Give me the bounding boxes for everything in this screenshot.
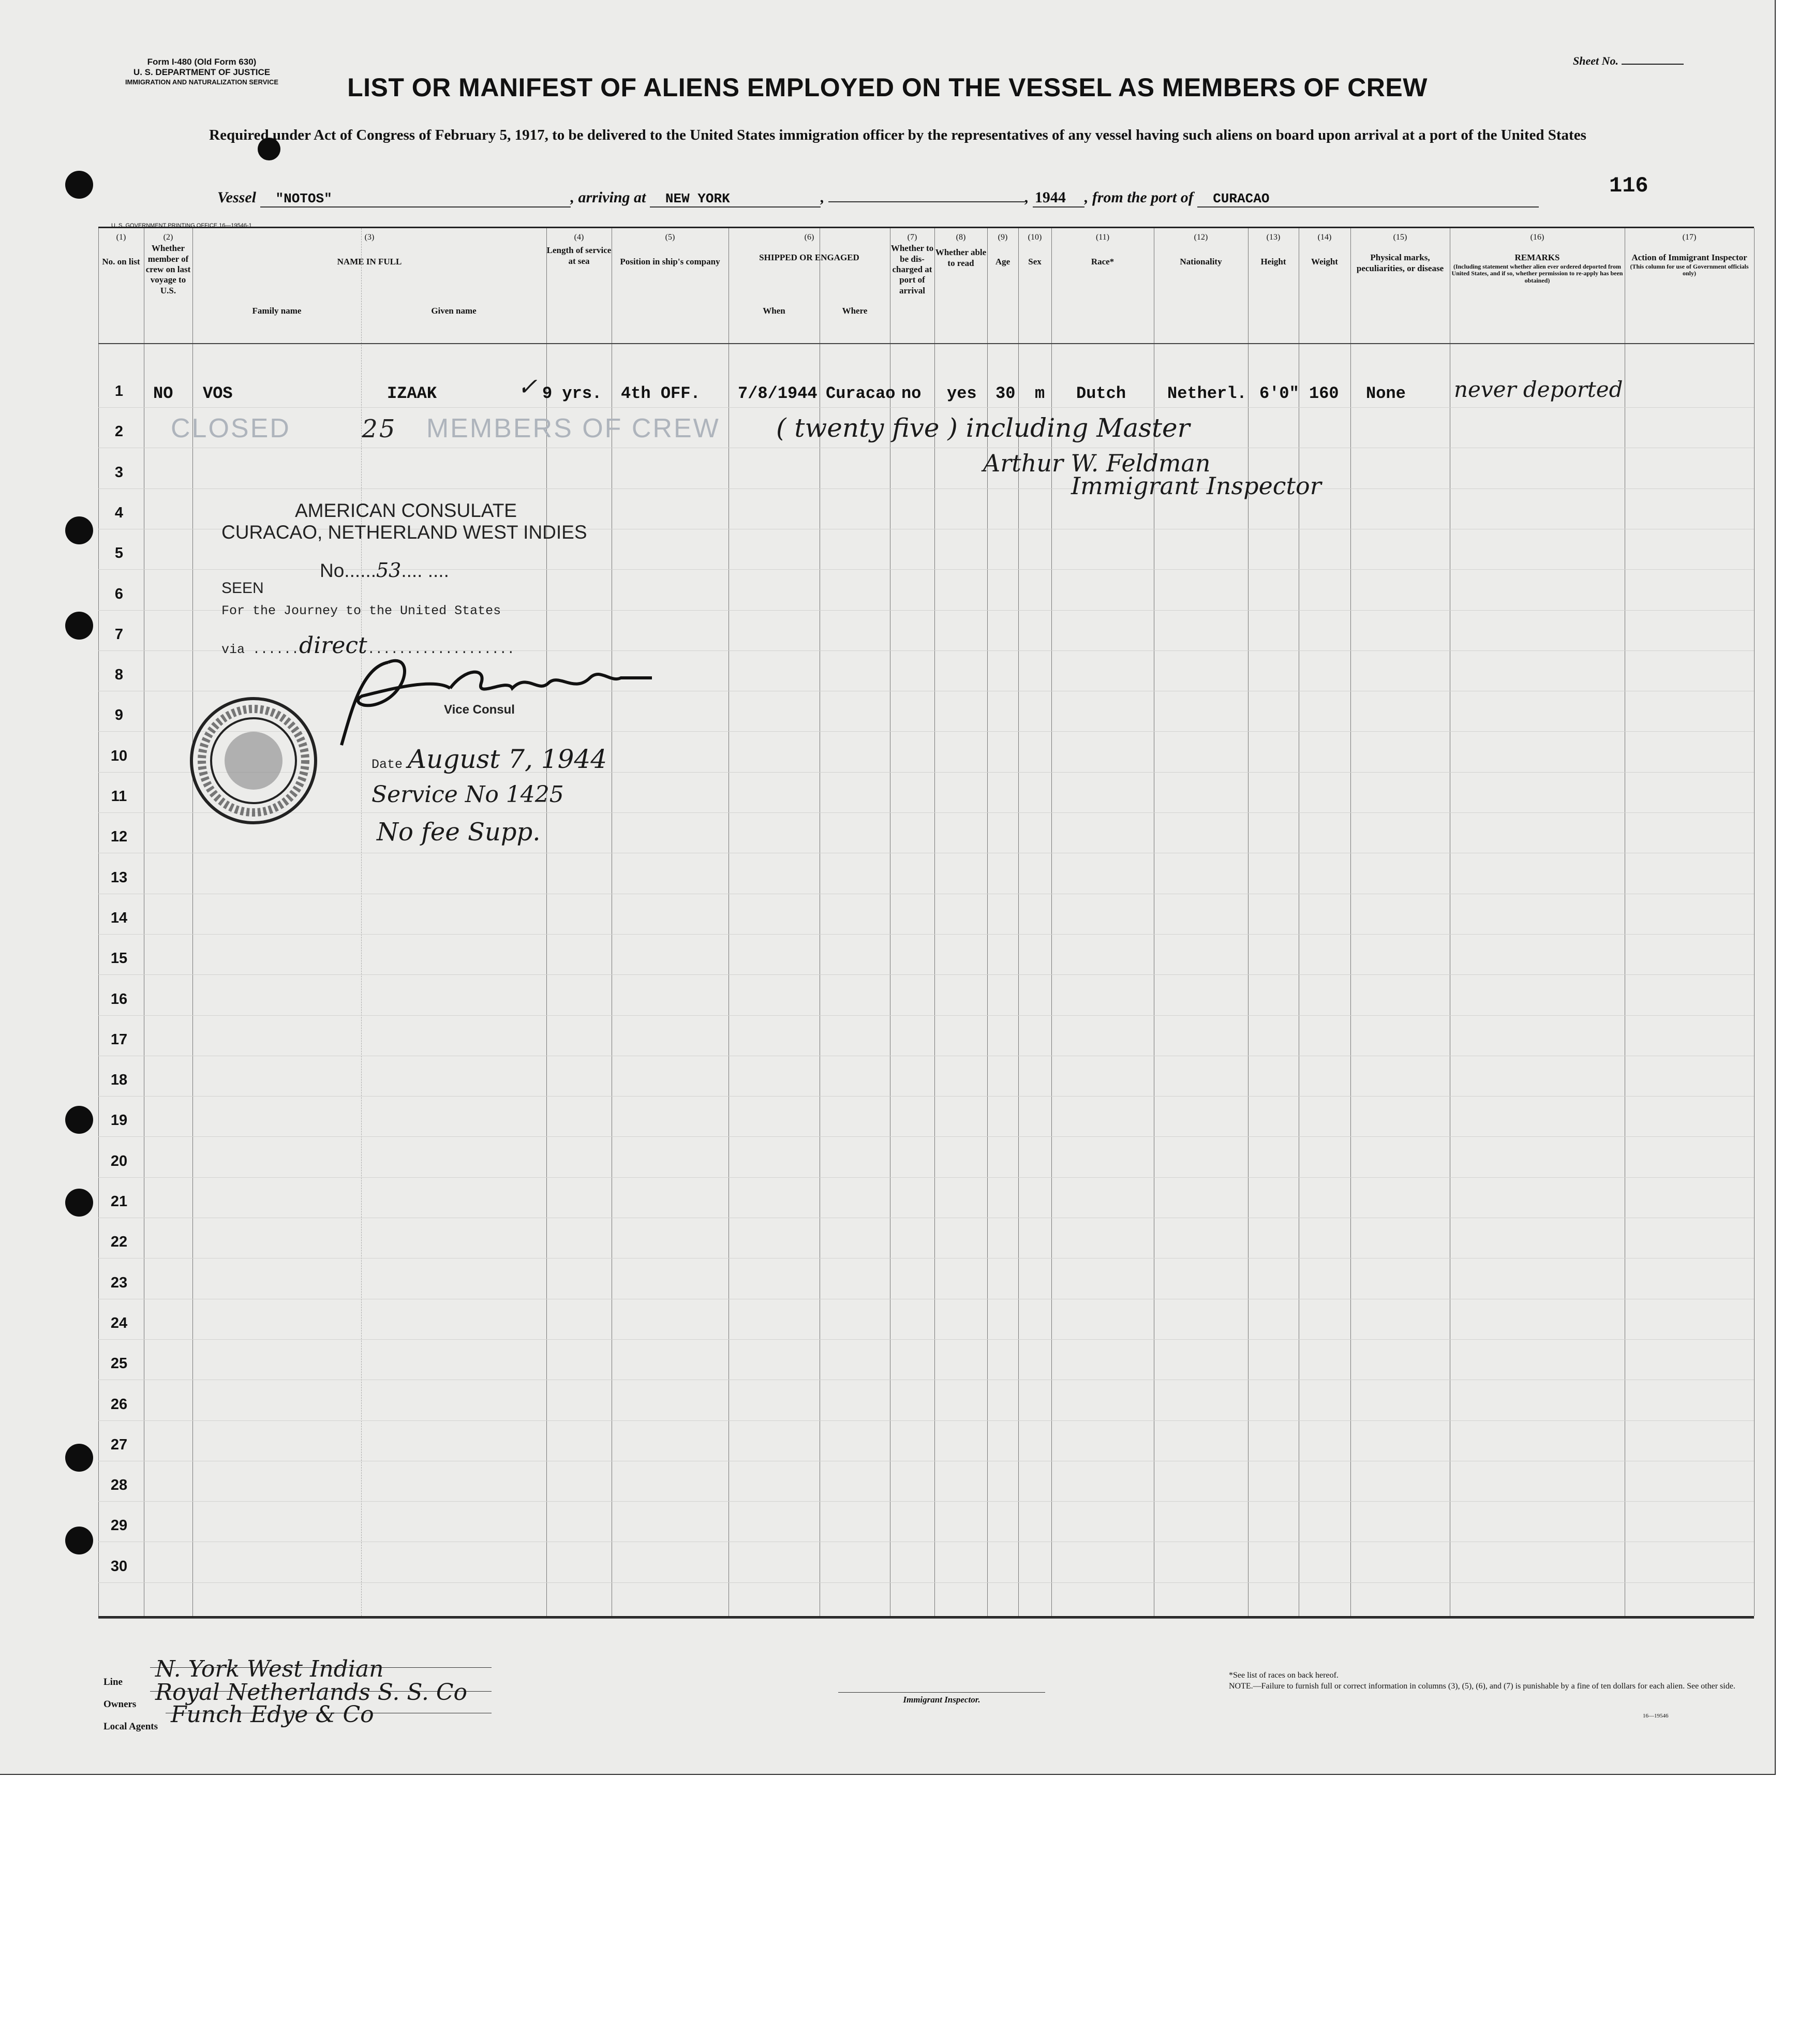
header-able-to-read: (8) Whether able to read xyxy=(935,233,987,268)
row-number: 21 xyxy=(110,1193,128,1210)
row-rule xyxy=(98,1339,1754,1340)
entry-last-voyage: NO xyxy=(153,384,173,403)
row-number: 13 xyxy=(110,869,128,886)
row-number: 27 xyxy=(110,1436,128,1453)
entry-remarks: never deported xyxy=(1454,377,1623,402)
column-divider xyxy=(1350,228,1351,1616)
row-number: 9 xyxy=(114,707,124,724)
consulate-line-2: CURACAO, NETHERLAND WEST INDIES xyxy=(221,522,587,543)
vice-consul-label: Vice Consul xyxy=(444,703,515,717)
inspector-title-handwritten: Immigrant Inspector xyxy=(1071,472,1321,500)
consulate-seal xyxy=(187,694,320,827)
entry-where: Curacao xyxy=(826,384,896,403)
owners-value: Royal Netherlands S. S. Co xyxy=(155,1679,468,1706)
inspector-signature: Arthur W. Feldman xyxy=(983,449,1211,477)
row-number: 12 xyxy=(110,828,128,846)
closed-stamp xyxy=(171,413,720,444)
closed-stamp-label: CLOSED xyxy=(171,413,291,443)
service-number: Service No 1425 xyxy=(371,781,564,808)
row-number: 28 xyxy=(110,1477,128,1494)
consulate-date-value: August 7, 1944 xyxy=(408,744,607,774)
header-length-of-service: (4) Length of service at sea xyxy=(546,233,612,266)
header-age: (9) Age xyxy=(995,233,1010,267)
row-number: 14 xyxy=(110,909,128,926)
entry-physical-marks: None xyxy=(1366,384,1406,403)
row-number: 2 xyxy=(114,423,124,440)
row-rule xyxy=(98,934,1754,935)
row-number: 24 xyxy=(110,1314,128,1331)
row-rule xyxy=(98,407,1754,408)
consulate-no-value: 53 xyxy=(376,559,402,582)
column-divider xyxy=(1248,228,1249,1616)
entry-discharged: no xyxy=(901,384,922,403)
sheet-no-label: Sheet No. xyxy=(1573,54,1618,67)
row-number: 15 xyxy=(110,950,128,967)
form-code: 16—19546 xyxy=(1643,1713,1669,1719)
entry-able-to-read: yes xyxy=(947,384,977,403)
punch-hole xyxy=(65,612,93,640)
row-number: 7 xyxy=(114,626,124,643)
header-shipped-engaged: (6) SHIPPED OR ENGAGED xyxy=(759,233,859,263)
sheet-no-blank xyxy=(1622,64,1684,65)
via-value: direct xyxy=(299,632,367,659)
row-number: 30 xyxy=(110,1558,128,1575)
entry-weight: 160 xyxy=(1309,384,1339,403)
penalty-note: NOTE.—Failure to furnish full or correct information in columns (3), (5), (6), and (7) is punishable by a fine of ten dollars for each alien. See other side. xyxy=(1229,1681,1735,1691)
punch-hole xyxy=(65,171,93,199)
column-divider xyxy=(98,228,99,1616)
agents-value: Funch Edye & Co xyxy=(171,1701,374,1728)
races-note: *See list of races on back hereof. xyxy=(1229,1671,1339,1680)
consul-signature xyxy=(331,647,776,750)
from-port: CURACAO xyxy=(1197,191,1539,208)
printing-office: U. S. GOVERNMENT PRINTING OFFICE 16—19546-1 xyxy=(111,223,252,229)
row-number: 4 xyxy=(114,504,124,521)
row-number: 8 xyxy=(114,666,124,684)
entry-when: 7/8/1944 xyxy=(738,384,818,403)
row-rule xyxy=(98,1096,1754,1097)
entry-given-name: IZAAK xyxy=(387,384,437,403)
header-nationality: (12) Nationality xyxy=(1180,233,1222,267)
row-number: 20 xyxy=(110,1152,128,1169)
punch-hole xyxy=(65,1527,93,1554)
arrival-date-blank xyxy=(828,201,1025,202)
seen-label: SEEN xyxy=(221,580,264,597)
header-name-in-full: (3) NAME IN FULL xyxy=(337,233,402,267)
via-field: via ......direct................... xyxy=(221,632,515,659)
row-rule xyxy=(98,1420,1754,1421)
entry-family-name: VOS xyxy=(203,384,233,403)
closed-count: 25 xyxy=(362,414,397,443)
punch-hole xyxy=(65,1189,93,1217)
footer-rule xyxy=(98,1618,1754,1619)
row-number: 1 xyxy=(114,383,124,399)
row-number: 29 xyxy=(110,1517,128,1534)
sheet-no-field xyxy=(1573,54,1684,68)
owners-label: Owners xyxy=(103,1699,137,1710)
row-rule xyxy=(98,812,1754,813)
entry-position: 4th OFF. xyxy=(621,384,701,403)
entry-height: 6'0" xyxy=(1259,384,1299,403)
header-family-name: Family name xyxy=(252,306,302,316)
header-position: (5) Position in ship's company xyxy=(620,233,720,267)
row-rule xyxy=(98,772,1754,773)
agents-label: Local Agents xyxy=(103,1721,158,1732)
row-number: 18 xyxy=(110,1072,128,1089)
closed-members-text: MEMBERS OF CREW xyxy=(426,413,720,443)
entry-race: Dutch xyxy=(1076,384,1126,403)
row-rule xyxy=(98,974,1754,975)
row-number: 17 xyxy=(110,1031,128,1048)
footnote xyxy=(1229,1670,1751,1692)
vessel-name: "NOTOS" xyxy=(260,191,571,208)
page-subtitle: Required under Act of Congress of February 5, 1917, to be delivered to the United States immigration officer by the representatives of any vessel having such aliens on board upon arrival at a port of the United States xyxy=(209,127,1586,143)
header-rule xyxy=(98,343,1754,344)
header-when: When xyxy=(763,306,785,316)
vessel-label: Vessel xyxy=(217,189,256,206)
header-physical-marks: (15) Physical marks, peculiarities, or disease xyxy=(1356,233,1444,273)
header-race: (11) Race* xyxy=(1091,233,1114,267)
row-number: 22 xyxy=(110,1234,128,1251)
consulate-number: No......53.... .... xyxy=(320,559,449,582)
header-action-of-inspector: (17) Action of Immigrant Inspector (This column for use of Government officials only) xyxy=(1630,233,1749,277)
row-rule xyxy=(98,1501,1754,1502)
row-rule xyxy=(98,1015,1754,1016)
service-name: IMMIGRATION AND NATURALIZATION SERVICE xyxy=(125,78,279,86)
row-number: 26 xyxy=(110,1396,128,1413)
header-height: (13) Height xyxy=(1260,233,1286,267)
punch-hole xyxy=(65,1106,93,1134)
column-divider xyxy=(1754,228,1755,1616)
immigrant-inspector-signature-line: Immigrant Inspector. xyxy=(838,1692,1045,1705)
row-number: 10 xyxy=(110,747,128,764)
row-number: 19 xyxy=(110,1112,128,1129)
entry-sex: m xyxy=(1035,384,1045,403)
punch-hole xyxy=(65,516,93,544)
closed-annotation: ( twenty five ) including Master xyxy=(776,413,1190,443)
row-number: 16 xyxy=(110,990,128,1008)
row-rule xyxy=(98,1136,1754,1137)
vessel-line: Vessel "NOTOS" , arriving at NEW YORK , , 1944 , from the port of CURACAO xyxy=(217,189,1682,208)
header-given-name: Given name xyxy=(431,306,477,316)
row-number: 3 xyxy=(114,464,124,481)
row-number: 23 xyxy=(110,1274,128,1291)
department-name: U. S. DEPARTMENT OF JUSTICE xyxy=(133,67,271,78)
check-mark: ✓ xyxy=(517,373,538,401)
header-where: Where xyxy=(842,306,868,316)
row-number: 11 xyxy=(111,788,127,805)
row-rule xyxy=(98,1177,1754,1178)
page-title: LIST OR MANIFEST OF ALIENS EMPLOYED ON THE VESSEL AS MEMBERS OF CREW xyxy=(347,73,1428,102)
row-rule xyxy=(98,1582,1754,1583)
header-weight: (14) Weight xyxy=(1311,233,1338,267)
line-value: N. York West Indian xyxy=(155,1656,384,1682)
arrival-year: 1944 xyxy=(1033,189,1084,208)
header-sex: (10) Sex xyxy=(1028,233,1042,267)
entry-nationality: Netherl. xyxy=(1167,384,1247,403)
consulate-date xyxy=(371,744,607,774)
arriving-label: , arriving at xyxy=(570,189,646,206)
line-label: Line xyxy=(103,1677,123,1687)
header-discharged: (7) Whether to be dis- charged at port of arrival xyxy=(890,233,934,295)
consulate-no-label: No. xyxy=(320,560,350,581)
row-rule xyxy=(98,488,1754,489)
header-no-on-list: (1) No. on list xyxy=(102,233,140,267)
row-number: 25 xyxy=(110,1355,128,1372)
journey-text: For the Journey to the United States xyxy=(221,603,501,618)
arrival-port: NEW YORK xyxy=(650,191,821,208)
via-label: via xyxy=(221,642,245,657)
from-port-label: , from the port of xyxy=(1084,189,1194,206)
entry-service: 9 yrs. xyxy=(542,384,602,403)
header-remarks: (16) REMARKS (Including statement whether alien ever ordered deported from United States, and if so, whether permission to re-apply has been obtained) xyxy=(1451,233,1623,285)
form-number: Form I-480 (Old Form 630) xyxy=(147,57,257,67)
row-number: 5 xyxy=(114,545,124,562)
header-last-voyage: (2) Whether member of crew on last voyage to U.S. xyxy=(145,233,191,295)
consulate-date-label: Date xyxy=(371,757,403,772)
consulate-line-1: AMERICAN CONSULATE xyxy=(295,500,517,521)
fee-note: No fee Supp. xyxy=(377,818,541,847)
entry-age: 30 xyxy=(995,384,1016,403)
punch-hole xyxy=(65,1444,93,1472)
sheet-number: 116 xyxy=(1609,173,1648,198)
row-number: 6 xyxy=(114,585,124,602)
